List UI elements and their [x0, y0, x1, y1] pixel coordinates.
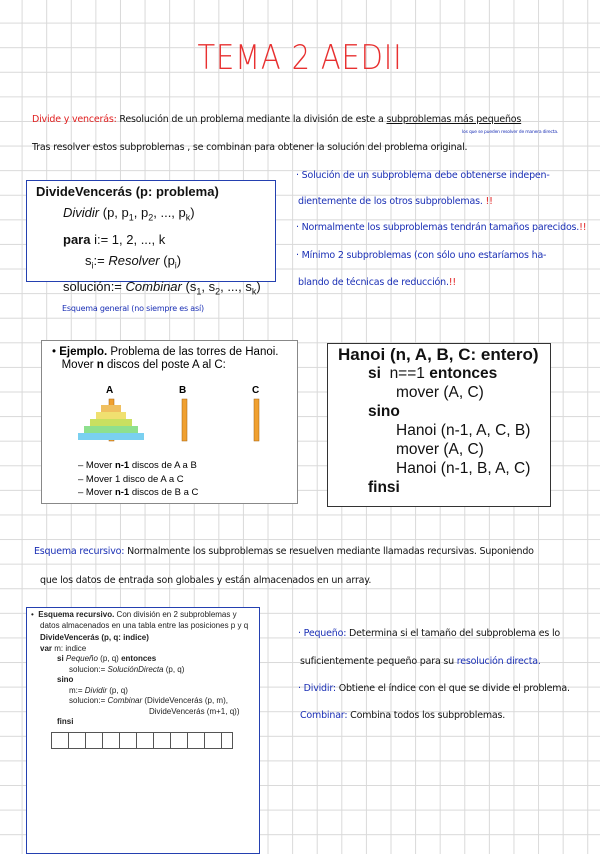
caption: Esquema general (no siempre es así): [62, 304, 204, 313]
hanoi-steps: [78, 459, 198, 500]
note-3: · Mínimo 2 subproblemas (con sólo uno estaríamos ha-: [296, 250, 547, 261]
recursive-scheme-box: [26, 607, 260, 854]
divide-venceras-box: [26, 180, 276, 297]
si-line: si n==1 entonces: [368, 365, 498, 382]
intro-text: Resolución de un problema mediante la división de este a: [119, 114, 384, 125]
rec-line: solucion:= Combinar (DivideVencerás (p, m),: [69, 696, 228, 705]
rec-line: sino: [57, 675, 74, 684]
rec-line: DivideVencerás (p, q: indice): [40, 633, 149, 642]
box-header: DivideVencerás (p: problema): [36, 184, 219, 199]
para-line: para i:= 1, 2, ..., k: [63, 231, 166, 247]
hanoi-header: Hanoi (n, A, B, C: entero): [338, 345, 539, 364]
step-2: – Mover 1 disco de A a C: [78, 473, 184, 485]
rec-line: m:= Dividir (p, q): [69, 685, 128, 695]
dividir-line: Dividir (p, $p_1$, $p_2$, ..., $p_k$): [63, 205, 195, 223]
code-line: mover (A, C): [396, 441, 484, 458]
sino-line: sino: [368, 403, 400, 420]
step-1: – Mover n-1 discos de A a B: [78, 460, 197, 471]
post-label-b: B: [179, 385, 187, 396]
intro-line-1: [32, 114, 521, 125]
note-3b: blando de técnicas de reducción.!!: [298, 277, 456, 288]
example-text: • Ejemplo. Problema de las torres de Hanoi. Mover n discos del poste A al C:: [52, 346, 279, 371]
hanoi-towers-illustration: [72, 397, 272, 443]
post-label-c: C: [252, 385, 260, 396]
code-line: mover (A, C): [396, 384, 484, 401]
recursive-line-2: que los datos de entrada son globales y están almacenados en un array.: [40, 575, 372, 586]
rec-header: • Esquema recursivo. Con división en 2 subproblemas y: [31, 610, 237, 619]
note-2: · Normalmente los subproblemas tendrán tamaños parecidos.!!: [296, 222, 587, 233]
post-label-a: A: [106, 385, 114, 396]
intro-underlined: subproblemas más pequeños: [386, 114, 522, 125]
note-1: · Solución de un subproblema debe obtenerse indepen-: [296, 170, 550, 181]
hanoi-code-box: [327, 343, 551, 507]
combinar-line: Combinar: Combina todos los subproblemas.: [300, 710, 506, 721]
rec-line: var m: indice: [40, 643, 87, 653]
pequeno-line-2: suficientemente pequeño para su resolución directa.: [300, 656, 541, 667]
pequeno-line: · Pequeño: Determina si el tamaño del subproblema es lo: [298, 628, 561, 639]
hanoi-example-box: [41, 340, 298, 504]
array-table: [51, 732, 233, 749]
rec-line: DivideVencerás (m+1, q)): [149, 706, 240, 716]
note-1b: dientemente de los otros subproblemas. !!: [298, 196, 493, 207]
rec-header-2: datos almacenados en una tabla entre las posiciones p y q: [40, 620, 249, 630]
recursive-line-1: Esquema recursivo: Normalmente los subproblemas se resuelven mediante llamadas recursivas. Suponiendo: [34, 546, 534, 557]
intro-line-2: Tras resolver estos subproblemas , se combinan para obtener la solución del problema original.: [32, 142, 468, 153]
margin-note: los que se pueden resolver de manera directa.: [462, 130, 559, 135]
rec-line: finsi: [57, 717, 74, 726]
finsi-line: finsi: [368, 479, 400, 496]
combinar-line: solución:= Combinar ($s_1$, $s_2$, ..., $s_k$): [63, 279, 261, 297]
dividir-line: · Dividir: Obtiene el índice con el que se divide el problema.: [298, 683, 570, 694]
step-3: – Mover n-1 discos de B a C: [78, 487, 199, 498]
rec-line: solucion:= SoluciónDirecta (p, q): [69, 664, 185, 674]
rec-line: si Pequeño (p, q) entonces: [57, 654, 157, 663]
page-title: TEMA 2 AEDII: [197, 38, 403, 78]
code-line: Hanoi (n-1, A, C, B): [396, 422, 531, 439]
code-line: Hanoi (n-1, B, A, C): [396, 460, 531, 477]
resolver-line: $s_i:=$ Resolver $(p_i)$: [85, 252, 182, 271]
term-divide-y-venceras: Divide y vencerás:: [32, 114, 117, 125]
